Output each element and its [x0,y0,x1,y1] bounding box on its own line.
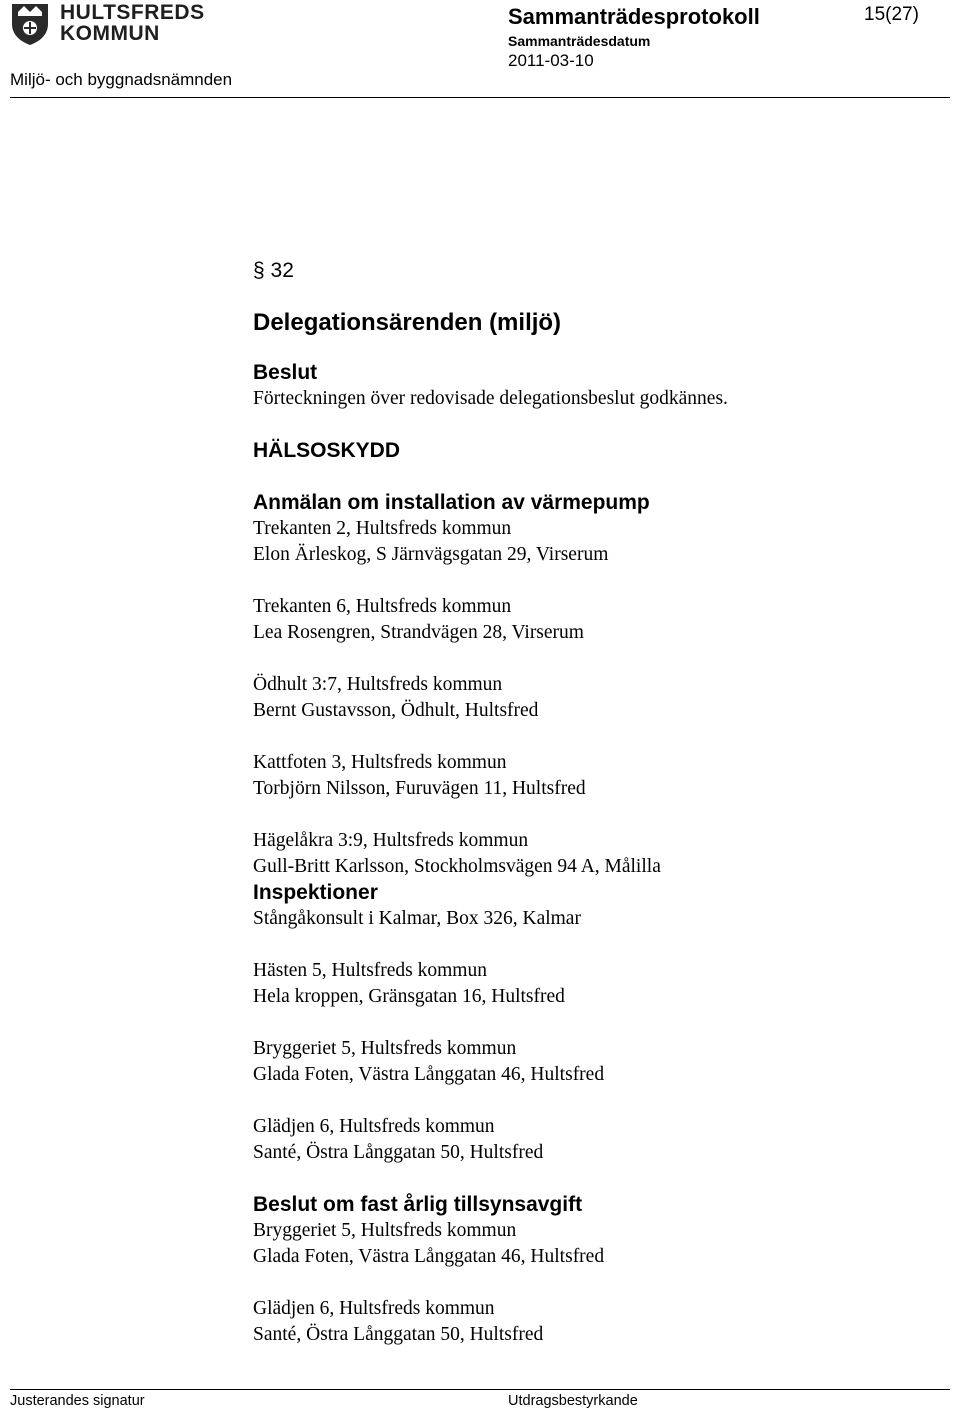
list-item [253,1296,933,1348]
property-name: Glädjen 6, Hultsfreds kommun [253,1116,495,1137]
owner-address: Torbjörn Nilsson, Furuvägen 11, Hultsfred [253,778,586,799]
owner-address: Glada Foten, Västra Långgatan 46, Hultsfred [253,1064,605,1085]
category-heading: HÄLSOSKYDD [253,439,401,462]
owner-address: Hela kroppen, Gränsgatan 16, Hultsfred [253,986,565,1007]
fee-heading: Beslut om fast årlig tillsynsavgift [253,1193,583,1216]
owner-address: Glada Foten, Västra Långgatan 46, Hultsfred [253,1246,605,1267]
meeting-date-label: Sammanträdesdatum [508,33,651,49]
signature-label: Justerandes signatur [10,1393,145,1409]
logo-line-1: HULTSFREDS [60,1,205,24]
list-item [253,828,933,880]
header-divider [10,97,950,98]
owner-address: Santé, Östra Långgatan 50, Hultsfred [253,1142,544,1163]
property-name: Kattfoten 3, Hultsfreds kommun [253,752,507,773]
decision-text: Förteckningen över redovisade delegationsbeslut godkännes. [253,388,728,409]
logo-line-2: KOMMUN [60,22,160,45]
section-heading: Delegationsärenden (miljö) [253,309,562,336]
list-item [253,672,933,724]
owner-address: Bernt Gustavsson, Ödhult, Hultsfred [253,700,539,721]
list-item [253,1036,933,1088]
property-name: Ödhult 3:7, Hultsfreds kommun [253,674,503,695]
document-body [253,258,933,1348]
list-item [253,594,933,646]
document-title: Sammanträdesprotokoll [508,4,760,29]
property-name: Hägelåkra 3:9, Hultsfreds kommun [253,830,529,851]
municipality-logo [10,1,205,48]
page-number: 15(27) [864,4,919,25]
owner-address: Santé, Östra Långgatan 50, Hultsfred [253,1324,544,1345]
department-name: Miljö- och byggnadsnämnden [10,70,233,89]
owner-address: Lea Rosengren, Strandvägen 28, Virserum [253,622,584,643]
inspections-heading: Inspektioner [253,881,378,904]
inspection-first: Stångåkonsult i Kalmar, Box 326, Kalmar [253,908,581,929]
list-item [253,516,933,568]
list-item [253,1114,933,1166]
property-name: Trekanten 6, Hultsfreds kommun [253,596,512,617]
list-item [253,750,933,802]
property-name: Trekanten 2, Hultsfreds kommun [253,518,512,539]
owner-address: Gull-Britt Karlsson, Stockholmsvägen 94 A, Målilla [253,856,661,877]
property-name: Bryggeriet 5, Hultsfreds kommun [253,1038,517,1059]
decision-label: Beslut [253,361,318,384]
property-name: Bryggeriet 5, Hultsfreds kommun [253,1220,517,1241]
owner-address: Elon Ärleskog, S Järnvägsgatan 29, Virserum [253,544,609,565]
coat-of-arms-icon [10,2,50,46]
heat-pump-heading: Anmälan om installation av värmepump [253,491,650,514]
certification-label: Utdragsbestyrkande [508,1393,638,1409]
property-name: Hästen 5, Hultsfreds kommun [253,960,487,981]
list-item [253,958,933,1010]
section-number: § 32 [253,259,294,282]
list-item [253,1218,933,1270]
meeting-date: 2011-03-10 [508,51,594,70]
property-name: Glädjen 6, Hultsfreds kommun [253,1298,495,1319]
footer-divider [10,1389,950,1390]
